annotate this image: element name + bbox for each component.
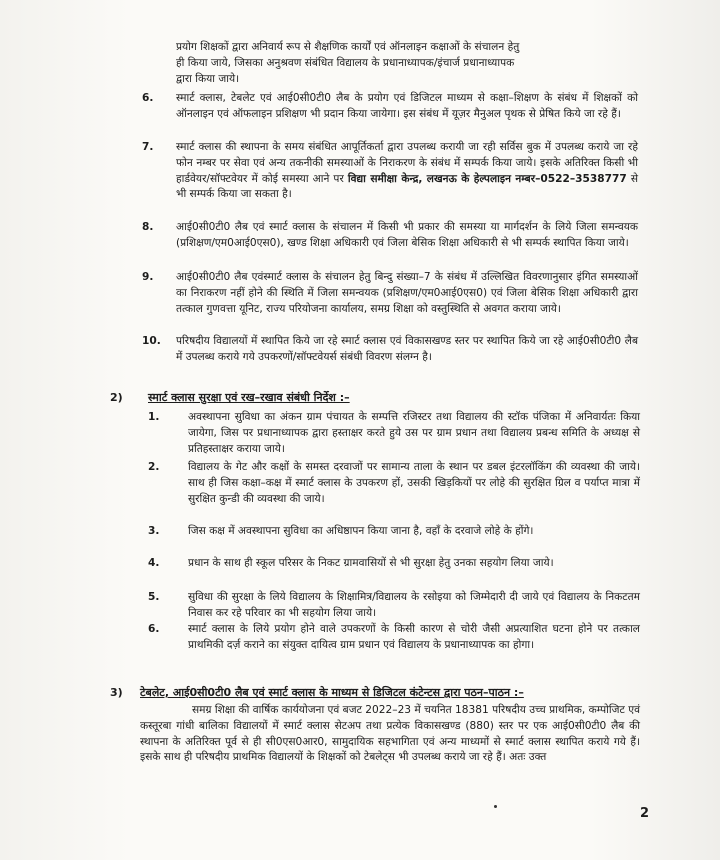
item-text: आई0सी0टी0 लैब एवंस्मार्ट क्लास के संचालन हेतु बिन्दु संख्या–7 के संबंध में उल्लिखित विवरणानुसार इंगित समस्याओं का निराकरण नहीं होने की स्थिति में जिला समन्वयक (प्रशिक्षण/एम0आई0एस0) एवं जिला बेसिक शिक्षा अधिकारी द्वारा तत्काल गुणवत्ता यूनिट, राज्य परियोजना कार्यालय, समग्र शिक्षा को वस्तुस्थिति से अवगत कराया जाये। bbox=[176, 271, 638, 315]
item-text: अवस्थापना सुविधा का अंकन ग्राम पंचायत के सम्पत्ति रजिस्टर तथा विद्यालय की स्टॉक पंजिका में अनिवार्यतः किया जायेगा, जिस पर प्रधानाध्यापक द्वारा हस्ताक्षर करते हुये उस पर ग्राम प्रधान तथा विद्यालय प्रबन्ध समिति के अध्यक्ष से प्रतिहस्ताक्षर कराया जाये। bbox=[188, 411, 640, 455]
section-number: 2) bbox=[110, 391, 123, 404]
item-number: 1. bbox=[148, 411, 160, 423]
item-number: 5. bbox=[148, 591, 160, 603]
item-number: 7. bbox=[142, 141, 154, 153]
item-number: 8. bbox=[142, 221, 154, 233]
item-number: 6. bbox=[148, 623, 160, 635]
intro-paragraph bbox=[176, 40, 638, 87]
section-heading: स्मार्ट क्लास सुरक्षा एवं रख–रखाव संबंधी निर्देश :– bbox=[148, 391, 350, 404]
intro-line-1: प्रयोग शिक्षकों द्वारा अनिवार्य रूप से शैक्षणिक कार्यों एवं ऑनलाइन कक्षाओं के संचालन हेतु bbox=[176, 41, 520, 53]
item-number: 6. bbox=[142, 92, 154, 104]
section-body: समग्र शिक्षा की वार्षिक कार्ययोजना एवं बजट 2022–23 में चयनित 18381 परिषदीय उच्च प्राथमिक, कम्पोजिट एवं कस्तूरबा गांधी बालिका विद्यालयों में स्मार्ट क्लास सेटअप तथा प्रत्येक विकासखण्ड (880) स्तर पर एक आई0सी0टी0 लैब की स्थापना के अतिरिक्त पूर्व से ही सी0एस0आर0, सामुदायिक सहभागिता एवं अन्य माध्यमों से स्मार्ट क्लास स्थापित कराये गये हैं। इसके साथ ही परिषदीय प्राथमिक विद्यालयों के शिक्षकों को टेबलेट्स भी उपलब्ध कराये जा रहे हैं। अतः उक्त bbox=[140, 704, 640, 764]
item-text: परिषदीय विद्यालयों में स्थापित किये जा रहे स्मार्ट क्लास एवं विकासखण्ड स्तर पर स्थापित किये जा रहे आई0सी0टी0 लैब में उपलब्ध कराये गये उपकरणों/सॉफ्टवेयर्स संबंधी विवरण संलग्न है। bbox=[176, 335, 638, 363]
item-text: स्मार्ट क्लास, टेबलेट एवं आई0सी0टी0 लैब के प्रयोग एवं डिजिटल माध्यम से कक्षा–शिक्षण के संबंध में शिक्षकों को ऑनलाइन एवं ऑफलाइन प्रशिक्षण भी प्रदान किया जायेगा। इस संबंध में यूज़र मैनुअल पृथक से प्रेषित किये जा रहे हैं। bbox=[176, 92, 638, 120]
item-number: 9. bbox=[142, 271, 154, 283]
item-number: 10. bbox=[142, 335, 161, 347]
section-heading: टेबलेट, आई0सी0टी0 लैब एवं स्मार्ट क्लास के माध्यम से डिजिटल कंटेन्टस द्वारा पठन–पाठन :– bbox=[140, 686, 524, 699]
scan-speck bbox=[494, 805, 497, 808]
item-number: 4. bbox=[148, 557, 160, 569]
item-number: 2. bbox=[148, 461, 160, 473]
item-text: जिस कक्ष में अवस्थापना सुविधा का अधिष्ठापन किया जाना है, वहाँ के दरवाजे लोहे के होंगे। bbox=[188, 525, 534, 537]
helpline-number: विद्या समीक्षा केन्द्र, लखनऊ के हेल्पलाइन नम्बर–0522–3538777 bbox=[347, 172, 627, 185]
item-text: स्मार्ट क्लास के लिये प्रयोग होने वाले उपकरणों के किसी कारण से चोरी जैसी अप्रत्याशित घटना होने पर तत्काल प्राथमिकी दर्ज़ कराने का संयुक्त दायित्व ग्राम प्रधान एवं विद्यालय के प्रधानाध्यापक का होगा। bbox=[188, 623, 640, 651]
item-text: सुविधा की सुरक्षा के लिये विद्यालय के शिक्षामित्र/विद्यालय के रसोइया को जिम्मेदारी दी जाये एवं विद्यालय के निकटतम निवास कर रहे परिवार का भी सहयोग लिया जाये। bbox=[188, 591, 640, 619]
page-number: 2 bbox=[640, 806, 650, 821]
item-text bbox=[176, 140, 638, 203]
section-number: 3) bbox=[110, 686, 123, 699]
item-text-part: से भी सम्पर्क किया जा सकता है। bbox=[176, 172, 638, 201]
intro-line-2: ही किया जाये, जिसका अनुश्रवण संबंधित विद्यालय के प्रधानाध्यापक/इंचार्ज प्रधानाध्यापक bbox=[176, 56, 515, 69]
item-text: विद्यालय के गेट और कक्षों के समस्त दरवाजों पर सामान्य ताला के स्थान पर डबल इंटरलॉकिंग की व्यवस्था की जाये। साथ ही जिस कक्षा–कक्ष में स्मार्ट क्लास के उपकरण हों, उसकी खिड़कियों पर लोहे की सुरक्षित ग्रिल व पर्याप्त मात्रा में सुरक्षित कुन्डी की व्यवस्था की जाये। bbox=[188, 461, 640, 505]
item-text: प्रधान के साथ ही स्कूल परिसर के निकट ग्रामवासियों से भी सुरक्षा हेतु उनका सहयोग लिया जाये। bbox=[188, 557, 554, 569]
item-number: 3. bbox=[148, 525, 160, 537]
intro-line-3: द्वारा किया जाये। bbox=[176, 72, 240, 85]
item-text-part: स्मार्ट क्लास की स्थापना के समय संबंधित आपूर्तिकर्ता द्वारा उपलब्ध करायी जा रही सर्विस बुक में उपलब्ध कराये जा रहे फोन नम्बर पर सेवा एवं अन्य तकनीकी समस्याओं के निराकरण के संबंध में सम्पर्क किया जाये। इसके अतिरिक्त किसी भी हार्डवेयर/सॉफ्टवेयर में कोई समस्या आने पर bbox=[176, 141, 638, 185]
item-text: आई0सी0टी0 लैब एवं स्मार्ट क्लास के संचालन में किसी भी प्रकार की समस्या या मार्गदर्शन के लिये जिला समन्वयक (प्रशिक्षण/एम0आई0एस0), खण्ड शिक्षा अधिकारी एवं जिला बेसिक शिक्षा अधिकारी से भी सम्पर्क स्थापित किया जाये। bbox=[176, 221, 638, 249]
